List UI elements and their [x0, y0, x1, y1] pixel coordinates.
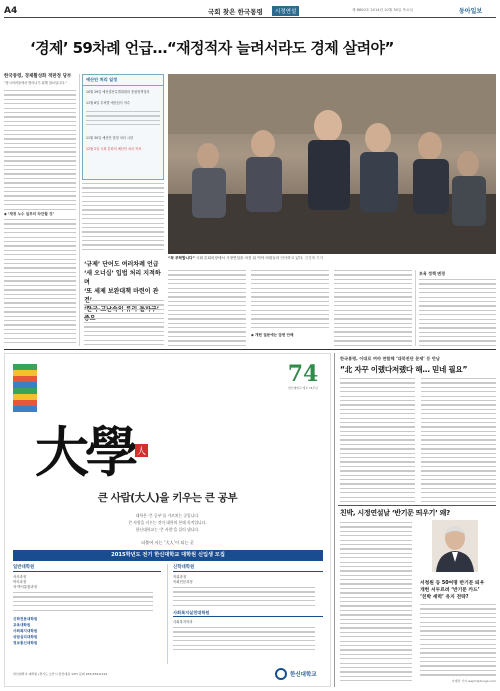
schedule-row: 11월 30일 예산안 법정 처리 시한 — [86, 136, 134, 140]
header-rule — [4, 17, 496, 18]
article3-body-right — [420, 604, 496, 676]
section-rule — [4, 349, 496, 350]
ad-left-column — [13, 564, 161, 668]
article-body-col2 — [82, 183, 164, 253]
sub-headline: ‘또 세제 보완대책 마련이 관 — [84, 288, 159, 295]
ad-right-filler2 — [173, 627, 315, 653]
sub-headline: ‘새 오너십’ 입법 처리 지적하며 — [84, 270, 161, 286]
ad-right-title: 신학대학원 — [173, 564, 323, 572]
article-body-col3 — [168, 270, 246, 346]
ad-right-item: 사회복지학과 — [173, 620, 193, 624]
article-body-col4 — [251, 270, 329, 330]
page-header — [0, 0, 500, 18]
person-photo — [432, 520, 478, 572]
anniversary-emblem — [281, 362, 325, 402]
calligraphy-text: 大學 — [35, 420, 135, 484]
ad-right-item: 학위과정 — [173, 575, 187, 579]
right-column-title: 보육 정책 변경 — [419, 271, 445, 276]
ad-left-section: 상담심리대학원 — [13, 635, 38, 639]
schedule-row: 10월 29일 예산결산특별위원회 종합정책질의 — [86, 90, 150, 94]
article3-body-left — [340, 522, 412, 682]
ad-desc-line: 한신대학교는 ‘큰 사람’을 길러 냅니다. — [135, 527, 200, 532]
calligraphy-logo — [35, 410, 235, 484]
university-ad — [4, 353, 331, 687]
ad-contact: 한신대학교 대학원 (경기도 오산시 한신대길 137) 문의 031)379-0114 — [13, 672, 108, 676]
schedule-box — [82, 74, 164, 180]
ad-description — [5, 512, 330, 533]
ad-desc-line: 큰 사람을 키우는 것이 대학의 본래 목적입니다. — [128, 520, 207, 525]
photo-caption — [168, 256, 496, 261]
issue-date: 제 8800호 2014년 10월 30일 목요일 — [352, 8, 413, 12]
ad-right-filler — [173, 587, 315, 607]
ad-divider — [167, 564, 168, 664]
ad-left-item: 석사과정 — [13, 575, 27, 579]
article3-subhead: 서청원 등 50여명 반기문 띄우 — [420, 581, 485, 586]
article-body-col1 — [4, 90, 76, 212]
university-seal-icon — [275, 668, 287, 680]
ad-right-column — [173, 564, 323, 668]
ad-left-section: 정보통신대학원 — [13, 641, 38, 645]
column-divider — [334, 353, 335, 687]
sub-section-label: ◆ ‘재정 누수 일부터 차단할 것’ — [4, 212, 54, 216]
article2-body-left — [340, 378, 415, 502]
page-number: A4 — [4, 6, 18, 16]
schedule-row: 12월 2일 국회 본회의 예산안 처리 목표 — [86, 147, 142, 151]
ad-left-section: 사회복지대학원 — [13, 629, 38, 633]
ad-left-item: 박사과정 — [13, 580, 27, 584]
article3-subhead: 개헌 서두르려 ‘반기문 카드’ — [420, 588, 480, 593]
ad-left-filler — [13, 592, 153, 614]
photo-caption-text: 국회 본회의장에서 시정연설을 마친 뒤 여야 의원들과 인사하고 있다. — [195, 256, 304, 260]
article-rule — [338, 505, 496, 506]
ad-sign: 더불어 사는 ‘大人’이 되는 곳 — [141, 540, 194, 545]
article2-headline: “北 자꾸 이랬다저랬다 해… 믿네 필요” — [340, 365, 468, 374]
article-body-col5 — [334, 270, 412, 346]
university-name: 한신대학교 — [290, 672, 317, 678]
university-logo — [275, 667, 329, 683]
newspaper-brand: 동아일보 — [459, 8, 483, 15]
article-body-col1b — [4, 219, 76, 344]
ad-left-title: 일반대학원 — [13, 564, 161, 572]
article2-kicker: 한국통령, 이대로 여야 연합해 ‘대북전단 문제’ 등 만남 — [340, 356, 440, 361]
anniversary-label: 한신대학교 개교 74주년 — [288, 386, 318, 390]
article3-headline: 친박, 시정연설날 ‘반기문 띄우기’ 왜? — [340, 509, 450, 517]
section-title: 국회 찾은 한국통령 — [208, 8, 263, 16]
sub-section-label: ◆ 개헌 질문에는 답변 안해 — [251, 333, 294, 337]
byline: 한국통령, 경제활성화 적판정 당부 — [4, 74, 72, 79]
article3-subheads — [420, 580, 496, 601]
ad-left-section: 신학전문대학원 — [13, 617, 38, 621]
ad-desc-line: 대학은 ‘큰 공부’를 가르치는 곳입니다. — [135, 513, 200, 518]
ad-poster-graphic — [13, 364, 37, 412]
schedule-box-title: 예산안 처리 일정 — [83, 75, 163, 86]
anniversary-number: 74 — [287, 361, 319, 387]
photo-scene — [168, 74, 496, 254]
column-divider — [79, 74, 80, 346]
ad-right-subtitle: 사회복지실천대학원 — [173, 610, 323, 617]
ad-right-item: 목회전문과정 — [173, 580, 193, 584]
ad-banner: 2015학년도 전기 한신대학교 대학원 신입생 모집 — [13, 550, 323, 561]
schedule-filler — [86, 111, 160, 129]
lead-paragraph: “잠시어려움에서 벗어나기 위해 열쇠입니다.” — [4, 81, 67, 85]
article-body-col6 — [419, 279, 496, 346]
ad-left-item: 석·박사통합과정 — [13, 585, 38, 589]
ad-left-section: 교육대학원 — [13, 623, 31, 627]
photo-caption-title: “꼭 부탁합니다” — [168, 256, 195, 260]
article-body-col2b — [84, 300, 164, 345]
article3-byline: 이재명 기자 leejm@donga.com — [451, 679, 496, 683]
photo-credit: 김경제 기자 — [304, 256, 324, 260]
article3-subhead: ‘친박 세력’ 유지 전략? — [420, 595, 469, 600]
main-headline: ‘경제’ 59차례 언급…“재정적자 늘려서라도 경제 살려야” — [30, 39, 394, 57]
schedule-row: 11월 6일 부처별 예산심사 착수 — [86, 101, 131, 105]
ad-tagline: 큰 사람(大人)을 키우는 큰 공부 — [97, 492, 238, 504]
column-divider — [415, 270, 416, 346]
article2-body-right — [421, 378, 496, 502]
news-photo — [168, 74, 496, 254]
portrait-figure — [432, 520, 478, 572]
calligraphy-suffix: 人 — [135, 444, 148, 457]
sub-headline: ‘규제’ 단어도 여러차례 언급 — [84, 261, 159, 268]
section-tag: 시정연설 — [272, 6, 299, 16]
